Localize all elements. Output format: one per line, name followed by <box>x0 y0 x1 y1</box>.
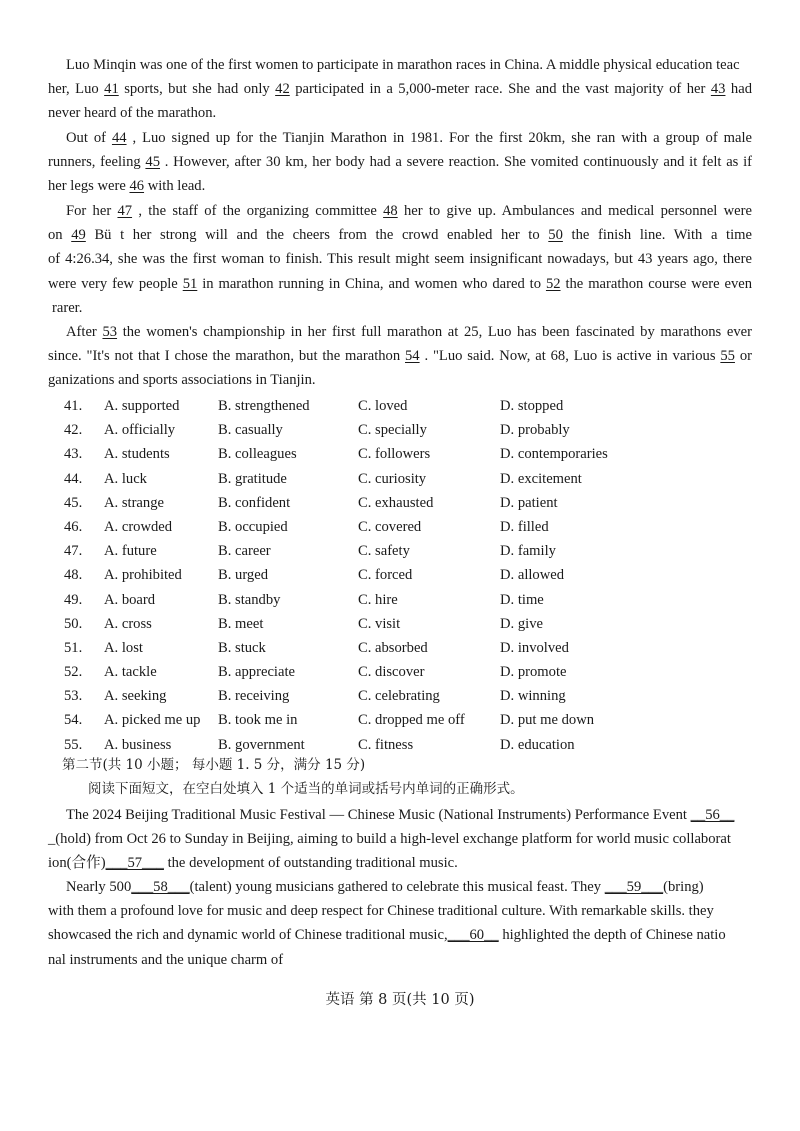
option-d: D. contemporaries <box>500 446 608 463</box>
text-line <box>48 344 752 368</box>
option-a: A. supported <box>104 398 180 414</box>
text-span: since. "It's not that I chose the marathon, but the marathon <box>48 348 405 365</box>
option-c: C. visit <box>358 615 401 632</box>
option-c: C. covered <box>358 518 422 535</box>
option-d: D. involved <box>500 639 569 656</box>
option-b: B. confident <box>218 494 291 511</box>
option-a: A. seeking <box>104 688 167 705</box>
text-span: The 2024 Beijing Traditional Music Festival — Chinese Music (National Instruments) Performance Event <box>66 807 691 823</box>
option-b: B. urged <box>218 567 268 584</box>
blank-56: __56__ <box>690 807 735 823</box>
option-a: A. tackle <box>104 664 157 681</box>
text-line <box>48 803 752 827</box>
text-span: Nearly 500 <box>66 879 132 895</box>
text-line: ganizations and sports associations in Tianjin. <box>48 372 316 389</box>
option-b: B. government <box>218 736 305 753</box>
option-row-45 <box>64 491 764 515</box>
option-d: D. promote <box>500 664 567 681</box>
text-span: (talent) young musicians gathered to celebrate this musical feast. They <box>189 879 605 895</box>
blank-46: 46 <box>129 178 145 195</box>
text-span: the development of outstanding traditional music. <box>163 855 458 872</box>
option-row-51 <box>64 636 764 660</box>
option-a: A. future <box>104 543 157 560</box>
option-d: D. probably <box>500 422 570 439</box>
option-d: D. family <box>500 543 556 560</box>
option-row-46 <box>64 515 764 539</box>
option-a: A. lost <box>104 639 143 656</box>
text-span: were very few people <box>48 275 183 292</box>
text-span: Bü t her strong will and the cheers from the crowd enabled her to <box>94 227 549 244</box>
question-number: 48. <box>64 567 83 584</box>
question-number: 41. <box>64 398 83 414</box>
text-line: nal instruments and the unique charm of <box>48 951 284 968</box>
option-d: D. allowed <box>500 567 565 584</box>
question-number: 42. <box>64 422 83 439</box>
option-c: C. loved <box>358 398 408 414</box>
option-a: A. students <box>104 446 170 463</box>
passage2-paragraph2 <box>48 875 752 972</box>
option-b: B. took me in <box>218 712 298 729</box>
text-line: Luo Minqin was one of the first women to participate in marathon races in China. A middle physical education teac <box>66 57 740 73</box>
option-a: A. luck <box>104 470 147 487</box>
text-span: her to give up. Ambulances and medical personnel were <box>403 203 752 219</box>
question-number: 43. <box>64 446 83 463</box>
text-span: showcased the rich and dynamic world of Chinese traditional music, <box>48 927 448 944</box>
option-b: B. gratitude <box>218 470 287 487</box>
passage2-paragraph1 <box>48 803 752 876</box>
blank-59: ___59___ <box>604 879 664 895</box>
option-row-52 <box>64 660 764 684</box>
text-span: (bring) <box>663 879 704 895</box>
text-span: After <box>66 324 103 340</box>
question-number: 55. <box>64 736 83 753</box>
text-span: on <box>48 227 72 244</box>
option-d: D. education <box>500 736 575 753</box>
passage1-paragraph3 <box>48 199 752 320</box>
blank-60: ___60__ <box>447 927 499 944</box>
question-number: 46. <box>64 518 83 535</box>
text-span: . However, after 30 km, her body had a severe reaction. She vomited continuously and it felt as if <box>164 154 753 171</box>
options-list <box>64 394 764 757</box>
text-span: the finish line. With a time <box>571 227 752 244</box>
text-span: ion(合作) <box>48 855 106 872</box>
text-span: the women's championship in her first full marathon at 25, Luo has been fascinated by marathons ever <box>122 324 752 340</box>
option-b: B. casually <box>218 422 283 439</box>
blank-52: 52 <box>545 275 561 292</box>
option-a: A. cross <box>104 615 152 632</box>
text-line <box>48 272 752 296</box>
option-d: D. excitement <box>500 470 582 487</box>
text-line: of 4:26.34, she was the first woman to finish. This result might seem insignificant nowadays, but 43 years ago, there <box>48 251 752 268</box>
option-c: C. discover <box>358 664 425 681</box>
text-span: had <box>730 81 752 98</box>
option-row-44 <box>64 467 764 491</box>
option-a: A. board <box>104 591 156 608</box>
blank-47: 47 <box>117 203 133 219</box>
text-line <box>48 199 752 223</box>
option-c: C. curiosity <box>358 470 427 487</box>
option-b: B. strengthened <box>218 398 310 414</box>
text-span: Out of <box>66 130 112 146</box>
option-row-47 <box>64 539 764 563</box>
option-c: C. specially <box>358 422 427 439</box>
option-a: A. business <box>104 736 172 753</box>
question-number: 47. <box>64 543 83 560</box>
text-span: For her <box>66 203 118 219</box>
text-line <box>48 150 752 174</box>
option-b: B. meet <box>218 615 264 632</box>
text-line: with them a profound love for music and deep respect for Chinese traditional culture. With remarkable skills. they <box>48 903 714 920</box>
option-d: D. stopped <box>500 398 564 414</box>
blank-53: 53 <box>102 324 118 340</box>
option-d: D. time <box>500 591 544 608</box>
option-b: B. career <box>218 543 271 560</box>
blank-49: 49 <box>71 227 86 244</box>
option-c: C. forced <box>358 567 413 584</box>
option-row-50 <box>64 612 764 636</box>
option-d: D. give <box>500 615 543 632</box>
section2-heading: 第二节(共 10 小题； 每小题 1. 5 分，满分 15 分) <box>62 757 366 773</box>
question-number: 54. <box>64 712 83 729</box>
text-span: runners, feeling <box>48 154 146 171</box>
text-line: never heard of the marathon. <box>48 105 217 122</box>
section2-instruction: 阅读下面短文，在空白处填入 1 个适当的单词或括号内单词的正确形式。 <box>88 781 524 797</box>
passage1-paragraph2 <box>48 126 752 199</box>
option-a: A. strange <box>104 494 164 511</box>
option-c: C. dropped me off <box>358 712 465 729</box>
text-line <box>48 875 752 899</box>
text-span: with lead. <box>144 178 206 195</box>
option-b: B. colleagues <box>218 446 297 463</box>
text-span: . "Luo said. Now, at 68, Luo is active in various <box>424 348 721 365</box>
text-span: participated in a 5,000-meter race. She and the vast majority of her <box>295 81 711 98</box>
text-line: _(hold) from Oct 26 to Sunday in Beijing, aiming to build a high-level exchange platform for world music collaborat <box>48 831 731 848</box>
text-line <box>48 223 752 247</box>
text-line <box>48 126 752 150</box>
blank-43: 43 <box>710 81 726 98</box>
text-span: her, Luo <box>48 81 105 98</box>
text-span: the marathon course were even <box>565 275 753 292</box>
option-c: C. safety <box>358 543 410 560</box>
option-d: D. winning <box>500 688 566 705</box>
option-c: C. celebrating <box>358 688 440 705</box>
blank-45: 45 <box>145 154 161 171</box>
text-line <box>48 77 752 101</box>
question-number: 49. <box>64 591 83 608</box>
text-span: sports, but she had only <box>124 81 276 98</box>
text-line <box>48 320 752 344</box>
page-footer: 英语 第 8 页(共 10 页) <box>325 992 475 1008</box>
option-b: B. occupied <box>218 518 288 535</box>
passage1-paragraph4 <box>48 320 752 393</box>
option-a: A. prohibited <box>104 567 182 584</box>
option-a: A. crowded <box>104 518 173 535</box>
option-b: B. stuck <box>218 639 266 656</box>
text-span: or <box>739 348 752 365</box>
option-row-48 <box>64 563 764 587</box>
option-d: D. put me down <box>500 712 595 729</box>
option-row-41 <box>64 394 764 418</box>
question-number: 45. <box>64 494 83 511</box>
blank-44: 44 <box>111 130 127 146</box>
text-line: rarer. <box>52 299 83 316</box>
blank-42: 42 <box>275 81 290 98</box>
blank-54: 54 <box>405 348 420 365</box>
option-c: C. followers <box>358 446 431 463</box>
option-b: B. receiving <box>218 688 290 705</box>
question-number: 51. <box>64 639 83 656</box>
option-c: C. exhausted <box>358 494 434 511</box>
question-number: 52. <box>64 664 83 681</box>
option-row-42 <box>64 418 764 442</box>
blank-51: 51 <box>182 275 198 292</box>
option-row-54 <box>64 708 764 732</box>
blank-41: 41 <box>104 81 119 98</box>
option-d: D. patient <box>500 494 558 511</box>
question-number: 44. <box>64 470 83 487</box>
option-c: C. hire <box>358 591 398 608</box>
option-row-43 <box>64 442 764 466</box>
option-b: B. appreciate <box>218 664 295 681</box>
text-span: highlighted the depth of Chinese natio <box>498 927 726 944</box>
option-b: B. standby <box>218 591 281 608</box>
text-span: her legs were <box>48 178 130 195</box>
text-span: , Luo signed up for the Tianjin Marathon in 1981. For the first 20km, she ran with a group of male <box>132 130 752 146</box>
option-c: C. absorbed <box>358 639 428 656</box>
text-span: in marathon running in China, and women who dared to <box>202 275 546 292</box>
question-number: 53. <box>64 688 83 705</box>
blank-48: 48 <box>383 203 398 219</box>
option-a: A. officially <box>104 422 176 439</box>
text-line <box>48 851 752 875</box>
question-number: 50. <box>64 615 83 632</box>
text-span: , the staff of the organizing committee <box>138 203 384 219</box>
option-a: A. picked me up <box>104 712 201 729</box>
option-row-49 <box>64 588 764 612</box>
option-row-53 <box>64 684 764 708</box>
blank-58: ___58___ <box>131 879 190 895</box>
text-line <box>48 174 752 198</box>
option-d: D. filled <box>500 518 549 535</box>
passage1-paragraph1 <box>48 53 752 126</box>
blank-55: 55 <box>720 348 735 365</box>
blank-50: 50 <box>548 227 563 244</box>
blank-57: ___57___ <box>105 855 164 872</box>
text-line <box>48 923 752 947</box>
option-c: C. fitness <box>358 736 414 753</box>
